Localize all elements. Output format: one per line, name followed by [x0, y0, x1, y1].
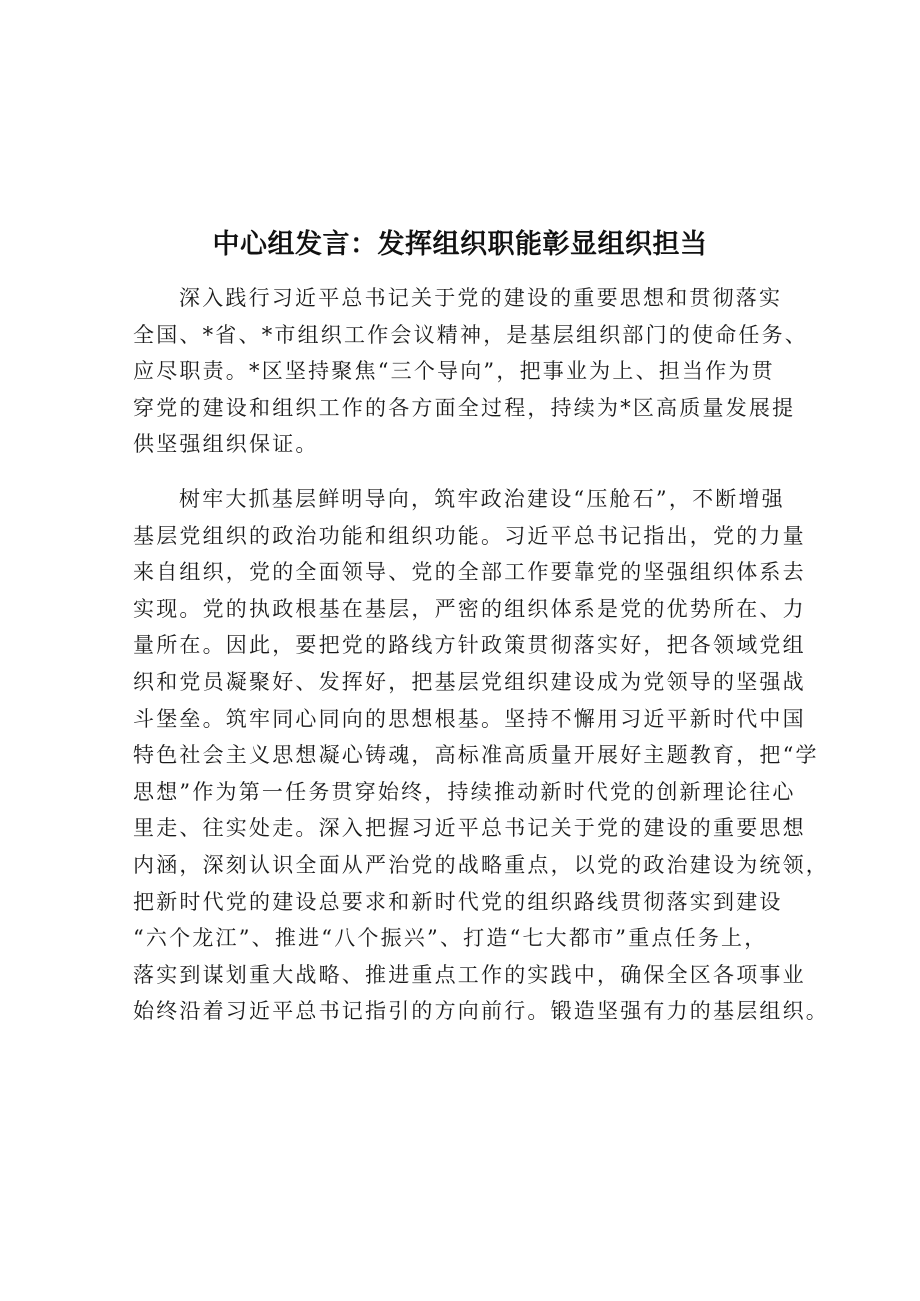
paragraph-line: 特色社会主义思想凝心铸魂，高标准高质量开展好主题教育，把“学 — [133, 743, 819, 768]
paragraph-line: 基层党组织的政治功能和组织功能。习近平总书记指出，党的力量 — [133, 523, 806, 548]
paragraph-line: 里走、往实处走。深入把握习近平总书记关于党的建设的重要思想 — [133, 816, 806, 841]
paragraph-line: 实现。党的执政根基在基层，严密的组织体系是党的优势所在、力 — [133, 596, 806, 621]
paragraph-line: 应尽职责。*区坚持聚焦“三个导向”，把事业为上、担当作为贯 — [133, 359, 775, 384]
paragraph-line: “六个龙江”、推进“八个振兴”、打造“七大都市”重点任务上， — [133, 926, 768, 951]
paragraph-line: 思想”作为第一任务贯穿始终，持续推动新时代党的创新理论往心 — [133, 779, 796, 804]
paragraph-line: 全国、*省、*市组织工作会议精神，是基层组织部门的使命任务、 — [133, 322, 808, 347]
paragraph-line: 内涵，深刻认识全面从严治党的战略重点，以党的政治建设为统领， — [133, 852, 829, 877]
paragraph-2 — [133, 481, 829, 1030]
paragraph-line: 量所在。因此，要把党的路线方针政策贯彻落实好，把各领域党组 — [133, 633, 806, 658]
paragraph-line: 穿党的建设和组织工作的各方面全过程，持续为*区高质量发展提 — [133, 395, 796, 420]
paragraph-line: 斗堡垒。筑牢同心同向的思想根基。坚持不懈用习近平新时代中国 — [133, 706, 806, 731]
paragraph-line: 把新时代党的建设总要求和新时代党的组织路线贯彻落实到建设 — [133, 889, 783, 914]
document-body — [133, 280, 829, 1030]
paragraph-line: 落实到谋划重大战略、推进重点工作的实践中，确保全区各项事业 — [133, 962, 806, 987]
paragraph-line: 树牢大抓基层鲜明导向，筑牢政治建设“压舱石”，不断增强 — [179, 486, 785, 511]
document-title: 中心组发言：发挥组织职能彰显组织担当 — [212, 229, 708, 260]
paragraph-spacer — [133, 463, 813, 481]
paragraph-line: 来自组织，党的全面领导、党的全部工作要靠党的坚强组织体系去 — [133, 560, 806, 585]
paragraph-1 — [133, 280, 813, 463]
paragraph-line: 织和党员凝聚好、发挥好，把基层党组织建设成为党领导的坚强战 — [133, 669, 806, 694]
paragraph-line: 始终沿着习近平总书记指引的方向前行。锻造坚强有力的基层组织。 — [133, 999, 829, 1024]
paragraph-line: 供坚强组织保证。 — [133, 432, 319, 457]
paragraph-line: 深入践行习近平总书记关于党的建设的重要思想和贯彻落实 — [179, 286, 783, 310]
